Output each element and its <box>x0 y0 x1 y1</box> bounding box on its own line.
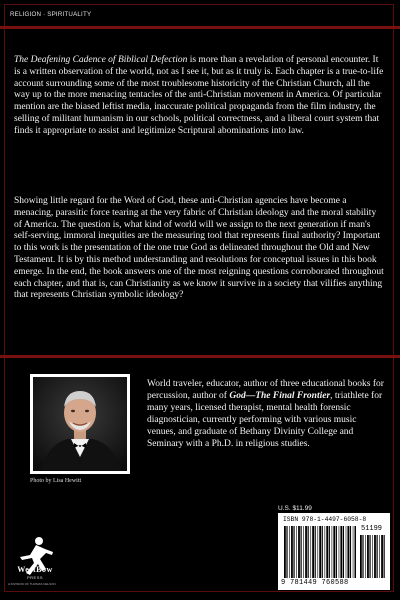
publisher-tagline: A DIVISION OF THOMAS NELSON <box>8 582 56 586</box>
author-other-book-title: God—The Final Frontier <box>229 391 331 401</box>
barcode-bar <box>350 526 351 578</box>
barcode-bar <box>377 535 378 578</box>
barcode-bar <box>298 526 300 578</box>
barcode-bar <box>374 535 376 578</box>
barcode-bar <box>322 526 323 578</box>
westbow-logo-icon <box>12 521 58 591</box>
ean-barcode-bars <box>284 526 356 578</box>
barcode-bar <box>369 535 370 578</box>
addon-barcode-bars <box>360 535 386 578</box>
barcode-bar <box>332 526 333 578</box>
barcode-bar <box>381 535 383 578</box>
barcode-bar <box>296 526 297 578</box>
publisher-sub: PRESS <box>26 575 44 580</box>
barcode-bar <box>346 526 347 578</box>
author-bio <box>147 378 387 450</box>
description-paragraph-1 <box>14 55 386 138</box>
author-bio-text-1: World traveler, educator, author of three educational books for percussion, author of <box>147 379 384 401</box>
description-paragraph-2: Showing little regard for the Word of God, these anti-Christian agencies have become a menacing, parasitic force tearing at the very fabric of Christian ideology and the moral stability of America. The question is, what kind of world will we assign to the next generation if man's self-serving, immoral inequities are the measuring tool that represents final authority? Important to this work is the presentation of the one true God as delineated throughout the Old and New Testament. It is by this method understanding and resolutions for conceptual issues in this book emerge. In the end, the book answers one of the most reigning questions corroborated throughout each chapter, and that is, can Christianity as we know it survive in a society that vilifies anything that represents Christian symbolic ideology? <box>14 196 384 301</box>
publisher-name: WestBow <box>17 565 53 574</box>
barcode-bar <box>384 535 385 578</box>
barcode-bar <box>353 526 354 578</box>
barcode-bar <box>336 526 337 578</box>
barcode-bar <box>293 526 294 578</box>
barcode-bar <box>318 526 319 578</box>
top-divider <box>0 26 400 29</box>
barcode-bar <box>325 526 326 578</box>
barcode-bar <box>360 535 362 578</box>
ean-number: 9 781449 760588 <box>281 579 349 587</box>
barcode-bar <box>326 526 328 578</box>
barcode-bar <box>310 526 311 578</box>
barcode-bar <box>379 535 380 578</box>
barcode-bar <box>286 526 287 578</box>
barcode-bar <box>329 526 330 578</box>
barcode-bar <box>301 526 302 578</box>
barcode-bar <box>347 526 349 578</box>
barcode-bar <box>291 526 293 578</box>
barcode-bar <box>315 526 316 578</box>
photo-credit: Photo by Lisa Hewitt <box>30 478 82 484</box>
barcode-bar <box>319 526 321 578</box>
barcode-bar <box>312 526 314 578</box>
barcode-bar <box>355 526 357 578</box>
author-bio-text-2: , triathlete for many years, licensed therapist, mental health forensic diagnostician, currently performing with various music venues, and graduate of Bethany Divinity College and Seminary with a Ph.D. in religious studies. <box>147 391 383 449</box>
category-label: RELIGION · SPIRITUALITY <box>10 11 92 18</box>
middle-divider <box>0 355 400 358</box>
isbn-barcode <box>278 513 390 590</box>
barcode-bar <box>339 526 340 578</box>
book-title: The Deafening Cadence of Biblical Defection <box>14 55 188 65</box>
barcode-bar <box>340 526 342 578</box>
barcode-bar <box>343 526 344 578</box>
price-label: U.S. $11.99 <box>278 505 312 512</box>
barcode-bar <box>303 526 304 578</box>
author-photo <box>30 374 130 474</box>
barcode-bar <box>305 526 307 578</box>
barcode-bar <box>308 526 309 578</box>
isbn-number: ISBN 978-1-4497-6058-8 <box>283 516 367 523</box>
barcode-bar <box>362 535 363 578</box>
addon-number: 51199 <box>361 525 383 533</box>
description-paragraph-1-text: is more than a revelation of personal encounter. It is a written observation of the world, not as I see it, but as it truly is. Each chapter is a true-to-life account surrounding some of the most troublesome historicity of the Christian Church, all the way up to the more menacing tentacles of the anti-Christian movement in America. Of particular mention are the biased leftist media, inaccurate political propaganda from the film industry, the selling of militant humanism in our schools, political correctness, and a liberal court system that finds it appropriate to assist and legitimize Scriptural abominations into law. <box>14 55 384 136</box>
barcode-bar <box>372 535 373 578</box>
barcode-bar <box>284 526 286 578</box>
barcode-bar <box>333 526 335 578</box>
barcode-bar <box>289 526 290 578</box>
barcode-bar <box>367 535 369 578</box>
author-portrait-image <box>33 377 127 471</box>
barcode-bar <box>365 535 366 578</box>
